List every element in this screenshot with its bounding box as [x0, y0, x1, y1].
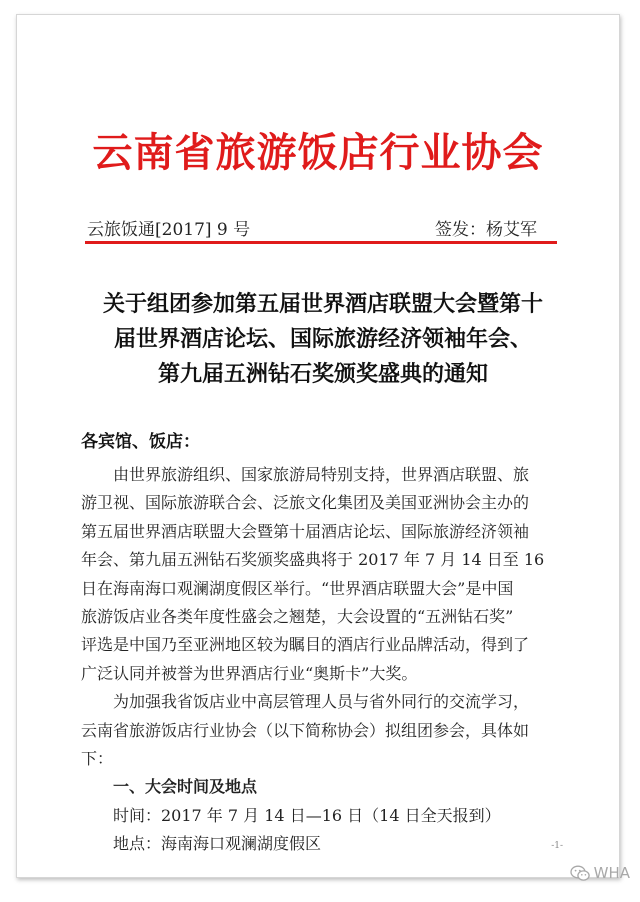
wechat-icon [570, 865, 590, 882]
document-number: 云旅饭通[2017] 9 号 [87, 220, 251, 240]
body-line: 广泛认同并被誉为世界酒店行业“奥斯卡”大奖。 [81, 663, 418, 683]
title-line: 第九届五洲钻石奖颁奖盛典的通知 [157, 362, 488, 387]
body-line: 为加强我省饭店业中高层管理人员与省外同行的交流学习， [81, 692, 530, 712]
body-line: 由世界旅游组织、国家旅游局特别支持，世界酒店联盟、旅 [81, 465, 530, 484]
body-line: 日在海南海口观澜湖度假区举行。“世界酒店联盟大会”是中国 [81, 578, 514, 598]
body-line: 年会、第九届五洲钻石奖颁奖盛典将于 2017 年 7 月 14 日至 16 [81, 550, 545, 570]
event-location: 地点：海南海口观澜湖度假区 [81, 834, 322, 854]
red-divider [85, 241, 557, 244]
page-number: -1- [551, 841, 563, 851]
body-line: 第五届世界酒店联盟大会暨第十届酒店论坛、国际旅游经济领袖 [81, 521, 530, 541]
body-line: 云南省旅游饭店行业协会（以下简称协会）拟组团参会，具体如 [81, 720, 530, 740]
notice-title [67, 287, 579, 392]
body-line: 下： [81, 749, 114, 769]
title-line: 届世界酒店论坛、国际旅游经济领袖年会、 [113, 327, 532, 352]
section-heading: 一、大会时间及地点 [81, 777, 258, 797]
organization-title: 云南省旅游饭店行业协会 [92, 129, 544, 176]
title-line: 关于组团参加第五届世界酒店联盟大会暨第十 [102, 292, 543, 317]
body-line: 游卫视、国际旅游联合会、泛旅文化集团及美国亚洲协会主办的 [81, 493, 530, 513]
document-page [16, 14, 620, 878]
watermark [570, 864, 630, 882]
salutation: 各宾馆、饭店： [81, 432, 200, 452]
event-time: 时间：2017 年 7 月 14 日—16 日（14 日全天报到） [81, 805, 501, 825]
body-line: 评选是中国乃至亚洲地区较为瞩目的酒店行业品牌活动，得到了 [81, 635, 530, 655]
body-text [81, 461, 575, 859]
signer: 签发：杨艾军 [435, 220, 537, 240]
watermark-text: WHA [593, 864, 630, 882]
body-line: 旅游饭店业各类年度性盛会之翘楚，大会设置的“五洲钻石奖” [81, 607, 514, 627]
